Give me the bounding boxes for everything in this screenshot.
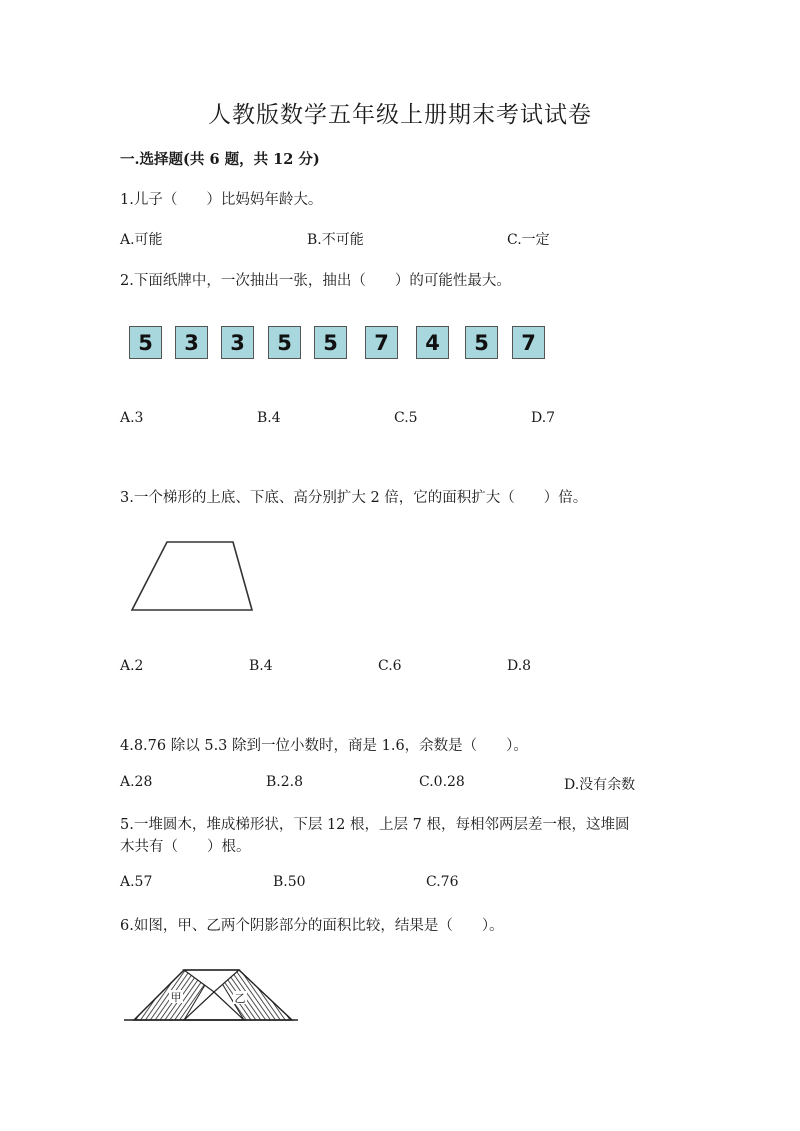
q5-option-a: A.57 — [120, 874, 153, 890]
q5-option-c: C.76 — [426, 874, 459, 890]
q1-option-b: B.不可能 — [307, 232, 364, 248]
q3-option-a: A.2 — [120, 658, 144, 674]
question-5-stem-line1: 5.一堆圆木，堆成梯形状，下层 12 根，上层 7 根，每相邻两层差一根，这堆圆 — [120, 817, 630, 833]
trapezoid-figure — [130, 540, 256, 614]
q2-option-b: B.4 — [257, 410, 281, 426]
q4-option-d: D.没有余数 — [564, 777, 636, 793]
playing-card: 5 — [268, 326, 301, 359]
q1-option-a: A.可能 — [120, 232, 163, 248]
playing-card: 7 — [365, 326, 398, 359]
q4-option-b: B.2.8 — [266, 774, 304, 790]
page-title: 人教版数学五年级上册期末考试试卷 — [208, 102, 592, 128]
question-6-stem: 6.如图，甲、乙两个阴影部分的面积比较，结果是（ ）。 — [120, 918, 504, 934]
q4-option-a: A.28 — [120, 774, 153, 790]
question-4-stem: 4.8.76 除以 5.3 除到一位小数时，商是 1.6，余数是（ ）。 — [120, 738, 528, 754]
question-2-stem: 2.下面纸牌中，一次抽出一张，抽出（ ）的可能性最大。 — [120, 273, 511, 289]
q3-option-c: C.6 — [378, 658, 402, 674]
q5-option-b: B.50 — [273, 874, 306, 890]
q4-option-c: C.0.28 — [419, 774, 465, 790]
q3-option-b: B.4 — [249, 658, 273, 674]
section-heading: 一.选择题(共 6 题，共 12 分) — [120, 151, 320, 168]
playing-card: 5 — [314, 326, 347, 359]
question-3-stem: 3.一个梯形的上底、下底、高分别扩大 2 倍，它的面积扩大（ ）倍。 — [120, 490, 588, 506]
label-yi: 乙 — [234, 992, 246, 1005]
question-1-stem: 1.儿子（ ）比妈妈年龄大。 — [120, 192, 323, 208]
playing-card: 7 — [512, 326, 545, 359]
q2-option-a: A.3 — [120, 410, 144, 426]
playing-card: 3 — [221, 326, 254, 359]
playing-card: 5 — [465, 326, 498, 359]
q1-option-c: C.一定 — [507, 232, 550, 248]
shaded-area-figure — [122, 962, 302, 1026]
label-jia: 甲 — [170, 991, 182, 1004]
q2-option-d: D.7 — [531, 410, 556, 426]
playing-card: 5 — [129, 326, 162, 359]
question-5-stem-line2: 木共有（ ）根。 — [120, 839, 251, 855]
playing-card: 4 — [416, 326, 449, 359]
q2-option-c: C.5 — [394, 410, 418, 426]
q3-option-d: D.8 — [507, 658, 532, 674]
playing-card: 3 — [175, 326, 208, 359]
